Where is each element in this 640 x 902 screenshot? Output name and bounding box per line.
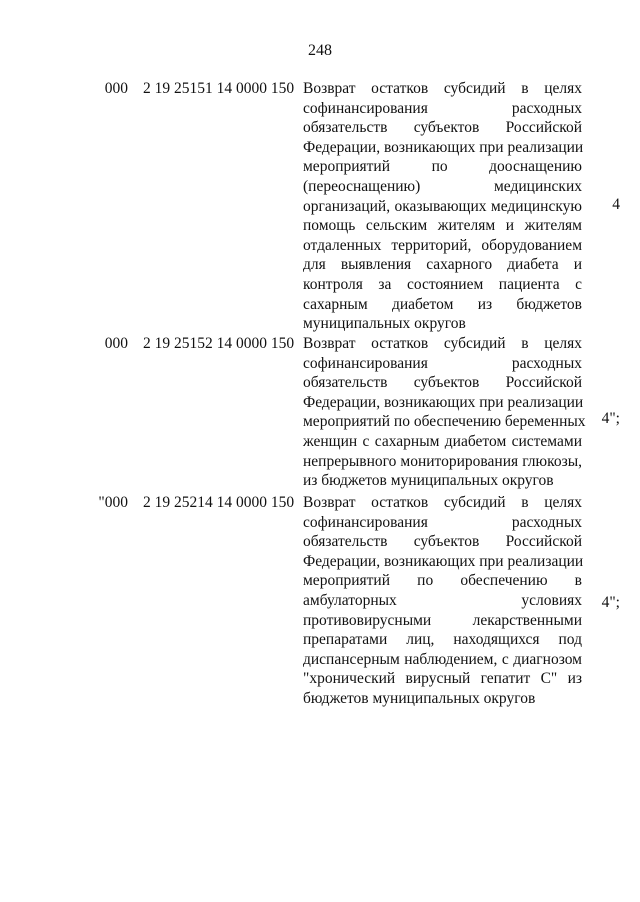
description-line: Федерации, возникающих при реализации bbox=[303, 552, 584, 570]
description-line: диспансерным наблюдением, с диагнозом bbox=[303, 650, 582, 668]
description-line: Возврат остатков субсидий в целях bbox=[303, 335, 582, 352]
admin-code: 000 bbox=[104, 80, 128, 97]
description-line: мероприятий по дооснащению bbox=[303, 158, 582, 176]
description-line: "хронический вирусный гепатит С" из bbox=[303, 670, 582, 688]
description-line: амбулаторных условиях bbox=[303, 591, 582, 609]
admin-code: "000 bbox=[98, 494, 128, 511]
admin-code: 000 bbox=[104, 335, 128, 352]
description-line: Возврат остатков субсидий в целях bbox=[303, 80, 582, 97]
description-line: обязательств субъектов Российской bbox=[303, 374, 582, 392]
description-line: контроля за состоянием пациента с bbox=[303, 275, 582, 293]
description-line: отдаленных территорий, оборудованием bbox=[303, 236, 582, 254]
description-line: (переоснащению) медицинских bbox=[303, 177, 582, 195]
income-description bbox=[303, 334, 586, 491]
description-line: сахарным диабетом из бюджетов bbox=[303, 295, 582, 313]
description-line: обязательств субъектов Российской bbox=[303, 119, 582, 137]
budget-classification-code: 2 19 25151 14 0000 150 bbox=[143, 80, 295, 97]
description-line: противовирусными лекарственными bbox=[303, 611, 582, 629]
description-line: Возврат остатков субсидий в целях bbox=[303, 494, 582, 511]
income-description bbox=[303, 493, 582, 709]
distribution-norm: 4"; bbox=[601, 594, 620, 611]
description-line: организаций, оказывающих медицинскую bbox=[303, 197, 582, 215]
description-line: препаратами лиц, находящихся под bbox=[303, 631, 582, 649]
description-line: непрерывного мониторирования глюкозы, bbox=[303, 452, 582, 470]
income-description bbox=[303, 79, 582, 334]
description-line: муниципальных округов bbox=[303, 315, 466, 333]
description-line: софинансирования расходных bbox=[303, 354, 582, 372]
description-line: мероприятий по обеспечению беременных bbox=[303, 413, 586, 431]
description-line: для выявления сахарного диабета и bbox=[303, 256, 582, 274]
description-line: женщин с сахарным диабетом системами bbox=[303, 432, 582, 450]
budget-classification-code: 2 19 25152 14 0000 150 bbox=[143, 335, 295, 352]
description-line: помощь сельским жителям и жителям bbox=[303, 217, 582, 235]
distribution-norm: 4"; bbox=[601, 410, 620, 427]
budget-classification-code: 2 19 25214 14 0000 150 bbox=[143, 494, 295, 511]
description-line: мероприятий по обеспечению в bbox=[303, 572, 582, 590]
description-line: бюджетов муниципальных округов bbox=[303, 689, 536, 707]
description-line: обязательств субъектов Российской bbox=[303, 533, 582, 551]
page-number: 248 bbox=[308, 42, 332, 59]
description-line: софинансирования расходных bbox=[303, 513, 582, 531]
description-line: Федерации, возникающих при реализации bbox=[303, 393, 584, 411]
description-line: из бюджетов муниципальных округов bbox=[303, 472, 554, 490]
distribution-norm: 4 bbox=[612, 196, 620, 213]
description-line: Федерации, возникающих при реализации bbox=[303, 138, 584, 156]
description-line: софинансирования расходных bbox=[303, 99, 582, 117]
